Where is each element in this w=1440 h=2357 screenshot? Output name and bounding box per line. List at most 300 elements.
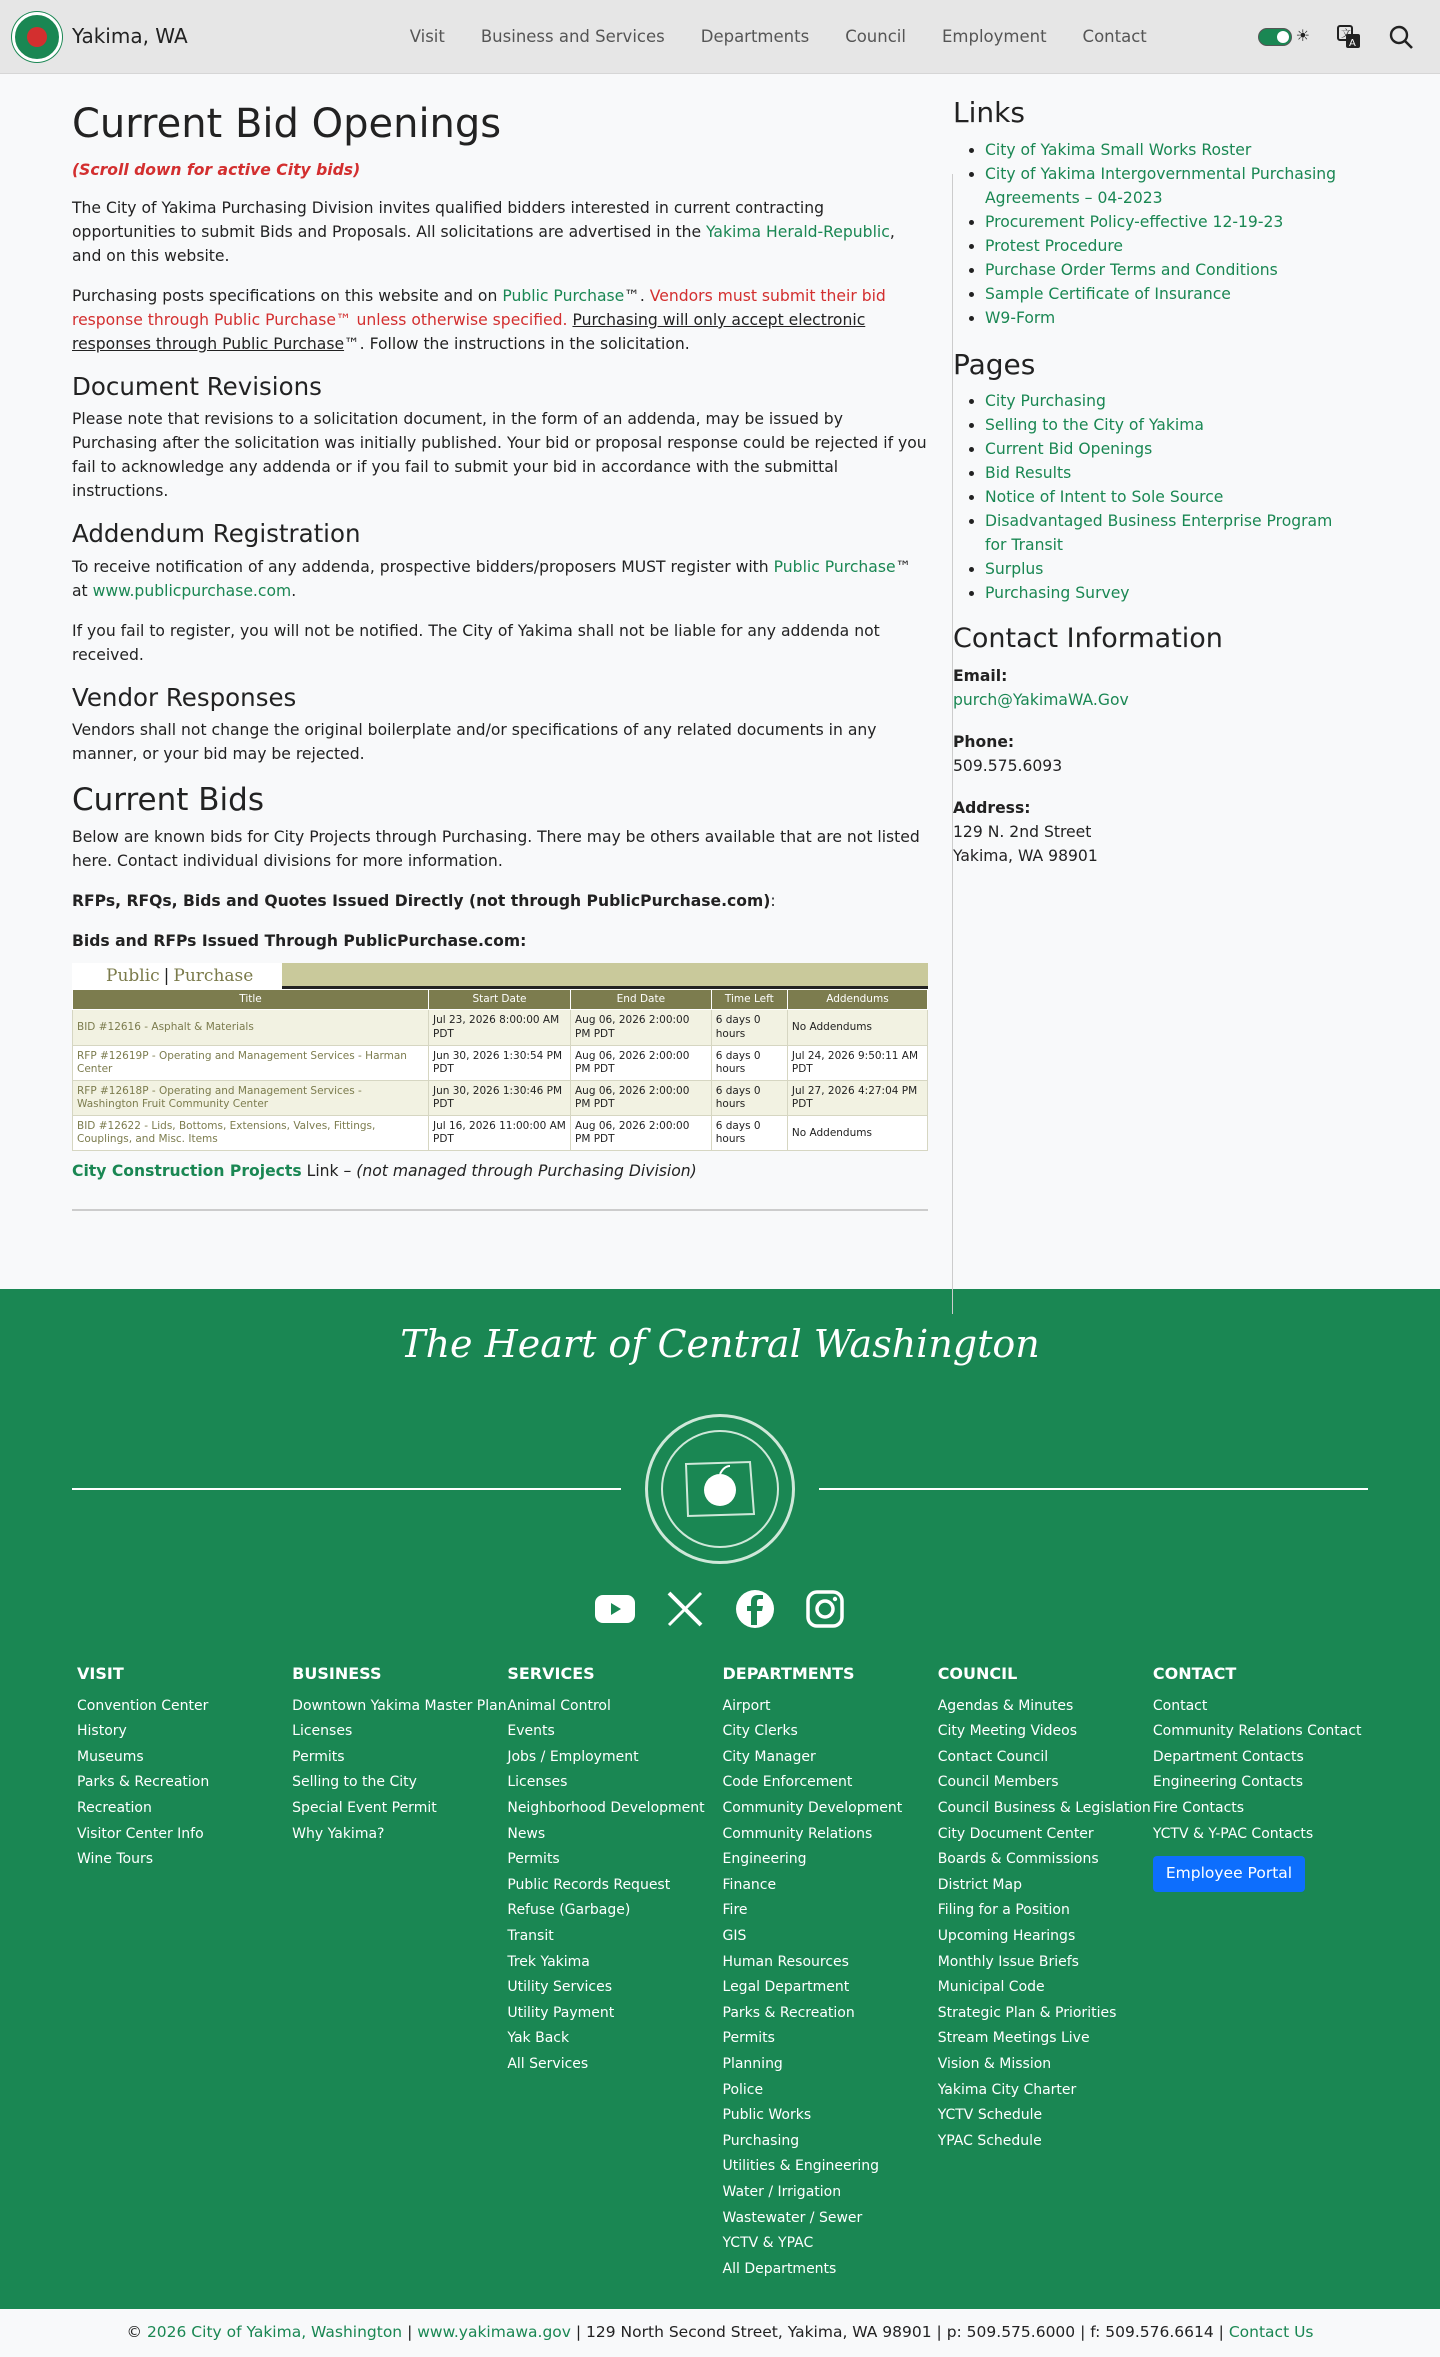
footer-link[interactable]: Community Relations (722, 1825, 873, 1842)
email-label: Email: (953, 666, 1008, 685)
list-item (938, 2106, 1153, 2126)
footer-link[interactable]: Code Enforcement (722, 1774, 853, 1791)
list-item (723, 1825, 938, 1845)
list-item (77, 1773, 292, 1793)
footer-link[interactable]: Selling to the City (292, 1774, 417, 1791)
footer-link[interactable]: Recreation (77, 1800, 152, 1816)
footer-col-business (292, 1662, 507, 2285)
list-item (1153, 1825, 1368, 1845)
sidebar-link-procurement-policy[interactable]: Procurement Policy-effective 12-19-23 (985, 212, 1284, 231)
footer-link[interactable]: City Meeting Videos (937, 1723, 1077, 1740)
copyright-site-link[interactable]: www.yakimawa.gov (417, 2323, 571, 2342)
list-item (723, 2106, 938, 2126)
seal-inner (661, 1430, 779, 1548)
bid-time-left: 6 days 0 hours (711, 1045, 787, 1080)
footer-link[interactable]: YCTV Schedule (937, 2107, 1043, 2124)
footer-link[interactable]: Museums (77, 1748, 144, 1765)
list-item (938, 1697, 1153, 1717)
list-item (507, 1927, 722, 1947)
list-item (985, 162, 1353, 210)
divider-line-right (819, 1488, 1368, 1490)
bid-time-left: 6 days 0 hours (711, 1116, 787, 1151)
list-item (723, 2132, 938, 2152)
pp-end: ™. Follow the instructions in the solicitation. (344, 335, 690, 353)
footer-link[interactable]: All Services (507, 2055, 589, 2072)
list-item (985, 306, 1353, 330)
list-item (1153, 1722, 1368, 1742)
footer-link[interactable]: Utility Services (507, 1979, 613, 1996)
footer-link[interactable]: Downtown Yakima Master Plan (292, 1697, 507, 1714)
pp-logo-word-1: Public (106, 966, 160, 987)
search-icon[interactable] (1388, 24, 1414, 50)
bid-addendums: No Addendums (787, 1010, 927, 1045)
col-time-left: Time Left (711, 990, 787, 1010)
footer-link[interactable]: Monthly Issue Briefs (937, 1953, 1079, 1970)
footer-link[interactable]: Convention Center (77, 1697, 209, 1714)
list-item (723, 1773, 938, 1793)
vendor-responses-text: Vendors shall not change the original boilerplate and/or specifications of any related documents in any manner, or your bid may be rejected. (72, 721, 877, 764)
sidebar-page-selling[interactable]: Selling to the City of Yakima (985, 416, 1204, 435)
bid-time-left: 6 days 0 hours (711, 1080, 787, 1115)
footer-col-departments (723, 1662, 938, 2285)
sidebar-page-current-bids[interactable]: Current Bid Openings (985, 440, 1153, 459)
pp-logo-separator: | (163, 966, 170, 987)
list-item (985, 437, 1353, 461)
list-item (723, 1901, 938, 1921)
footer-link[interactable]: Municipal Code (937, 1979, 1045, 1996)
intro-text: The City of Yakima Purchasing Division invites qualified bidders interested in current contracting opportunities to submit Bids and Proposals. All solicitations are advertised in the (72, 199, 824, 241)
bid-end-date: Aug 06, 2026 2:00:00 PM PDT (570, 1116, 711, 1151)
list-item (938, 1748, 1153, 1768)
footer-link[interactable]: Council Members (937, 1774, 1059, 1791)
footer-link[interactable]: Contact (1152, 1697, 1208, 1714)
addendum-text-a: To receive notification of any addenda, prospective bidders/proposers MUST register with (72, 557, 769, 576)
addendum-public-purchase-link[interactable]: Public Purchase (773, 557, 896, 576)
bid-title-link[interactable]: BID #12622 - Lids, Bottoms, Extensions, Valves, Fittings, Couplings, and Misc. Items (73, 1116, 429, 1151)
list-item (292, 1722, 507, 1742)
footer-link[interactable]: Filing for a Position (937, 1902, 1070, 1919)
sidebar-link-insurance[interactable]: Sample Certificate of Insurance (985, 284, 1231, 303)
copyright-bar (0, 2309, 1440, 2357)
sidebar-page-dbe[interactable]: Disadvantaged Business Enterprise Program for Transit (985, 512, 1333, 555)
col-start-date: Start Date (429, 990, 571, 1010)
translate-icon[interactable] (1336, 24, 1362, 50)
footer-link[interactable]: City Clerks (722, 1723, 798, 1740)
main-nav (410, 24, 1147, 49)
sidebar-link-small-works[interactable]: City of Yakima Small Works Roster (985, 140, 1252, 159)
vendor-responses-heading: Vendor Responses (72, 682, 297, 712)
footer-link[interactable]: Why Yakima? (292, 1825, 385, 1842)
doc-revisions-heading: Document Revisions (72, 372, 322, 401)
public-purchase-link[interactable]: Public Purchase (502, 287, 625, 305)
footer-link[interactable]: Engineering Contacts (1152, 1774, 1304, 1791)
footer-link[interactable]: Utility Payment (507, 2004, 615, 2021)
footer-link[interactable]: Permits (722, 2030, 775, 2047)
list-item (938, 2132, 1153, 2152)
bid-addendums: Jul 24, 2026 9:50:11 AM PDT (787, 1045, 927, 1080)
nav-departments[interactable]: Departments (700, 26, 810, 46)
site-footer (0, 1289, 1440, 2357)
footer-col-visit (77, 1662, 292, 2285)
addendum-warning: If you fail to register, you will not be notified. The City of Yakima shall not be liable for any addenda not received. (72, 621, 880, 664)
bid-time-left: 6 days 0 hours (711, 1010, 787, 1045)
copyright-separator: | (407, 2323, 413, 2342)
footer-link[interactable]: Visitor Center Info (77, 1825, 204, 1842)
list-item (723, 1799, 938, 1819)
footer-col-heading: COUNCIL (937, 1664, 1018, 1683)
pp-banner (72, 963, 928, 989)
contact-email (953, 664, 1353, 712)
list-item (507, 1773, 722, 1793)
list-item (723, 1927, 938, 1947)
electronic-notice: Purchasing will only accept electronic responses through Public Purchase (72, 311, 866, 353)
col-title: Title (73, 990, 429, 1010)
current-bids-heading: Current Bids (72, 782, 264, 819)
sidebar-page-city-purchasing[interactable]: City Purchasing (985, 392, 1106, 411)
list-item (938, 2055, 1153, 2075)
footer-link[interactable]: Upcoming Hearings (937, 1927, 1076, 1944)
svg-text:文: 文 (1341, 28, 1351, 40)
contact-address (953, 796, 1353, 868)
footer-link[interactable]: Water / Irrigation (722, 2183, 842, 2200)
svg-text:A: A (1349, 37, 1356, 49)
list-item (507, 1825, 722, 1845)
contact-heading: Contact Information (953, 623, 1223, 655)
footer-link[interactable]: Fire (722, 1902, 748, 1919)
footer-link[interactable]: YPAC Schedule (937, 2132, 1042, 2149)
sidebar-link-protest[interactable]: Protest Procedure (985, 236, 1123, 255)
nav-council[interactable]: Council (845, 26, 906, 46)
footer-link[interactable]: Animal Control (507, 1697, 611, 1714)
table-row[interactable] (73, 1080, 928, 1115)
footer-link[interactable]: YCTV & Y-PAC Contacts (1152, 1825, 1314, 1842)
addendum-text (72, 555, 928, 603)
addendum-text-c: . (291, 581, 297, 600)
sidebar-page-bid-results[interactable]: Bid Results (985, 464, 1072, 483)
list-item (985, 282, 1353, 306)
list-item (77, 1799, 292, 1819)
pp-tm: ™. (624, 287, 645, 305)
footer-col-heading: SERVICES (507, 1664, 595, 1683)
list-item (507, 2055, 722, 2075)
footer-link-list (507, 1697, 722, 2075)
list-item (985, 210, 1353, 234)
list-item (723, 2029, 938, 2049)
list-item (985, 234, 1353, 258)
theme-toggle-icon[interactable] (1258, 28, 1292, 46)
list-item (723, 1978, 938, 1998)
sidebar-link-po-terms[interactable]: Purchase Order Terms and Conditions (985, 260, 1278, 279)
list-item (77, 1697, 292, 1717)
city-seal-large-icon (645, 1414, 795, 1564)
current-bids-text: Below are known bids for City Projects through Purchasing. There may be others available that are not listed here. Contact individual divisions for more information. (72, 828, 920, 871)
footer-link-list (938, 1697, 1153, 2152)
theme-toggle[interactable] (1258, 24, 1310, 49)
footer-link[interactable]: Council Business & Legislation (937, 1800, 1151, 1816)
intro-text-end: , and on this website. (72, 223, 895, 265)
sun-icon: ☀ (1295, 26, 1310, 46)
footer-link[interactable]: Permits (292, 1748, 345, 1765)
footer-link[interactable]: Airport (722, 1697, 771, 1714)
construction-projects-link[interactable]: City Construction Projects (72, 1162, 302, 1181)
footer-link-list (77, 1697, 292, 1870)
scroll-note: (Scroll down for active City bids) (72, 161, 361, 179)
list-item (938, 1953, 1153, 1973)
public-purchase-widget (72, 963, 928, 1151)
footer-col-heading: BUSINESS (292, 1664, 382, 1683)
footer-link[interactable]: Yakima City Charter (937, 2081, 1077, 2098)
intro-paragraph (72, 196, 928, 268)
col-end-date: End Date (570, 990, 711, 1010)
footer-link[interactable]: Jobs / Employment (507, 1748, 639, 1765)
list-item (507, 1876, 722, 1896)
list-item (507, 1697, 722, 1717)
footer-link[interactable]: Wastewater / Sewer (722, 2209, 863, 2226)
brand[interactable] (12, 12, 188, 62)
footer-link[interactable]: Purchasing (722, 2132, 800, 2149)
bids-table (72, 989, 928, 1151)
list-item (985, 509, 1353, 557)
nav-employment[interactable]: Employment (941, 26, 1047, 46)
publicpurchase-url-link[interactable]: www.publicpurchase.com (92, 581, 292, 600)
footer-link[interactable]: Licenses (507, 1774, 568, 1791)
footer-link[interactable]: History (77, 1723, 127, 1740)
social-links (0, 1588, 1440, 1630)
list-item (1153, 1799, 1368, 1819)
construction-note: – (not managed through Purchasing Division) (343, 1162, 697, 1181)
list-item (292, 1799, 507, 1819)
footer-link[interactable]: Boards & Commissions (937, 1851, 1099, 1868)
footer-link[interactable]: City Manager (722, 1748, 816, 1765)
list-item (723, 1850, 938, 1870)
footer-link[interactable]: Planning (722, 2055, 783, 2072)
footer-link[interactable]: Department Contacts (1152, 1748, 1304, 1765)
list-item (507, 2004, 722, 2024)
footer-link[interactable]: Fire Contacts (1152, 1800, 1245, 1816)
col-addendums: Addendums (787, 990, 927, 1010)
list-item (723, 2209, 938, 2229)
footer-link[interactable]: Parks & Recreation (77, 1774, 210, 1791)
table-row[interactable] (73, 1045, 928, 1080)
list-item (938, 2029, 1153, 2049)
header-tools (1258, 24, 1414, 50)
footer-link[interactable]: Refuse (Garbage) (507, 1902, 631, 1919)
footer-link[interactable]: Finance (722, 1876, 777, 1893)
footer-link[interactable]: District Map (937, 1876, 1022, 1893)
divider-line-left (72, 1488, 621, 1490)
footer-link[interactable]: Special Event Permit (292, 1800, 437, 1816)
list-item (938, 1825, 1153, 1845)
nav-visit[interactable]: Visit (409, 26, 445, 46)
yakima-herald-link[interactable]: Yakima Herald-Republic (706, 223, 890, 241)
list-item (723, 1748, 938, 1768)
footer-link[interactable]: Agendas & Minutes (937, 1697, 1074, 1714)
x-icon[interactable] (664, 1588, 706, 1630)
bid-end-date: Aug 06, 2026 2:00:00 PM PDT (570, 1045, 711, 1080)
list-item (938, 1978, 1153, 1998)
footer-link[interactable]: Permits (507, 1851, 560, 1868)
list-item (292, 1748, 507, 1768)
bid-addendums: Jul 27, 2026 4:27:04 PM PDT (787, 1080, 927, 1115)
list-item (723, 2260, 938, 2280)
list-item (77, 1722, 292, 1742)
list-item (1153, 1773, 1368, 1793)
list-item (723, 2234, 938, 2254)
footer-link-list (723, 1697, 938, 2280)
list-item (723, 2081, 938, 2101)
sidebar (953, 96, 1353, 886)
sidebar-link-w9[interactable]: W9-Form (985, 308, 1056, 327)
apple-washington-icon (680, 1454, 760, 1524)
list-item (507, 1799, 722, 1819)
copyright-symbol: © (126, 2323, 142, 2342)
footer-link[interactable]: GIS (722, 1927, 747, 1944)
footer-link[interactable]: Utilities & Engineering (722, 2158, 880, 2175)
footer-col-heading: CONTACT (1152, 1664, 1237, 1683)
list-item (507, 1901, 722, 1921)
list-item (938, 2081, 1153, 2101)
list-item (938, 1901, 1153, 1921)
list-item (507, 1953, 722, 1973)
footer-link[interactable]: Parks & Recreation (722, 2004, 855, 2021)
page-title: Current Bid Openings (72, 101, 502, 147)
list-item (1153, 1748, 1368, 1768)
list-item (723, 1722, 938, 1742)
footer-link[interactable]: Vision & Mission (937, 2055, 1052, 2072)
footer-tagline: The Heart of Central Washington (400, 1322, 1040, 1367)
sidebar-page-sole-source[interactable]: Notice of Intent to Sole Source (985, 488, 1224, 507)
list-item (507, 2029, 722, 2049)
seal-row (0, 1414, 1440, 1564)
contact-phone (953, 730, 1353, 778)
sidebar-link-intergovernmental[interactable]: City of Yakima Intergovernmental Purchasing Agreements – 04-2023 (985, 164, 1337, 207)
pp-logo (72, 963, 282, 989)
footer-link-list (292, 1697, 507, 1845)
pages-heading: Pages (953, 347, 1036, 381)
footer-col-contact (1153, 1662, 1368, 2285)
copyright-city-link[interactable]: 2026 City of Yakima, Washington (146, 2323, 403, 2342)
list-item (292, 1697, 507, 1717)
addendum-heading: Addendum Registration (72, 519, 361, 549)
rfps-direct-colon: : (770, 892, 776, 911)
bid-addendums: No Addendums (787, 1116, 927, 1151)
list-item (985, 413, 1353, 437)
footer-link[interactable]: Police (722, 2081, 764, 2098)
footer-columns (0, 1662, 1440, 2285)
doc-revisions-text: Please note that revisions to a solicitation document, in the form of an addenda, may be issued by Purchasing after the solicitation was initially published. Your bid or proposal response could be rejected if you fail to acknowledge any addenda or if you fail to submit your bid in accordance with the submittal instructions. (72, 410, 927, 501)
footer-col-services (507, 1662, 722, 2285)
table-row[interactable] (73, 1010, 928, 1045)
address-line-2: Yakima, WA 98901 (953, 846, 1098, 865)
list-item (985, 389, 1353, 413)
addendum-text-b: ™ at (72, 557, 912, 600)
list-item (723, 1876, 938, 1896)
footer-link[interactable]: Trek Yakima (507, 1953, 590, 1970)
bid-start-date: Jul 16, 2026 11:00:00 AM PDT (429, 1116, 571, 1151)
youtube-icon[interactable] (594, 1588, 636, 1630)
links-heading: Links (953, 96, 1025, 129)
footer-link[interactable]: Events (507, 1723, 555, 1740)
instagram-icon[interactable] (804, 1588, 846, 1630)
list-item (723, 2004, 938, 2024)
sidebar-page-survey[interactable]: Purchasing Survey (985, 584, 1130, 603)
footer-link[interactable]: Engineering (722, 1851, 807, 1868)
list-item (985, 138, 1353, 162)
footer-link[interactable]: Transit (507, 1927, 554, 1944)
footer-link[interactable]: Yak Back (507, 2030, 570, 2047)
footer-col-council (938, 1662, 1153, 2285)
list-item (507, 1850, 722, 1870)
bid-title-link[interactable]: BID #12616 - Asphalt & Materials (73, 1010, 429, 1045)
footer-link[interactable]: Neighborhood Development (507, 1800, 705, 1816)
copyright-contact-link[interactable]: Contact Us (1228, 2323, 1314, 2342)
nav-business-services[interactable]: Business and Services (480, 26, 665, 46)
list-item (507, 1722, 722, 1742)
pages-list (953, 389, 1353, 605)
footer-link[interactable]: Human Resources (722, 1953, 849, 1970)
footer-link[interactable]: Public Records Request (507, 1876, 671, 1893)
footer-link[interactable]: Wine Tours (77, 1851, 154, 1868)
sidebar-page-surplus[interactable]: Surplus (985, 560, 1044, 579)
list-item (292, 1773, 507, 1793)
footer-col-heading: VISIT (77, 1664, 124, 1683)
list-item (938, 2004, 1153, 2024)
bid-start-date: Jun 30, 2026 1:30:46 PM PDT (429, 1080, 571, 1115)
list-item (938, 1876, 1153, 1896)
nav-contact[interactable]: Contact (1082, 26, 1147, 46)
address-line-1: 129 N. 2nd Street (953, 822, 1092, 841)
list-item (1153, 1697, 1368, 1717)
footer-link[interactable]: Licenses (292, 1723, 353, 1740)
city-seal-icon[interactable] (12, 12, 62, 62)
bid-end-date: Aug 06, 2026 2:00:00 PM PDT (570, 1010, 711, 1045)
footer-link-list (1153, 1697, 1368, 1845)
footer-link[interactable]: Stream Meetings Live (937, 2030, 1090, 2047)
employee-portal-button[interactable]: Employee Portal (1153, 1856, 1305, 1892)
email-link[interactable]: purch@YakimaWA.Gov (953, 690, 1129, 709)
content-column (72, 100, 928, 1229)
site-name[interactable]: Yakima, WA (72, 24, 188, 49)
list-item (985, 485, 1353, 509)
site-header (0, 0, 1440, 74)
pp-logo-word-2: Purchase (173, 966, 254, 987)
list-item (77, 1748, 292, 1768)
footer-link[interactable]: Strategic Plan & Priorities (937, 2004, 1117, 2021)
table-row[interactable] (73, 1116, 928, 1151)
links-list (953, 138, 1353, 330)
footer-link[interactable]: Contact Council (937, 1748, 1049, 1765)
footer-link[interactable]: News (507, 1825, 546, 1842)
footer-link[interactable]: Public Works (722, 2107, 812, 2124)
list-item (938, 1722, 1153, 1742)
construction-projects (72, 1159, 928, 1211)
footer-link[interactable]: All Departments (722, 2260, 837, 2277)
footer-link[interactable]: YCTV & YPAC (722, 2235, 814, 2252)
list-item (723, 2055, 938, 2075)
facebook-icon[interactable] (734, 1588, 776, 1630)
list-item (938, 1773, 1153, 1793)
footer-link[interactable]: Legal Department (722, 1979, 850, 1996)
bids-table-header (73, 990, 928, 1010)
pp-text: Purchasing posts specifications on this website and on (72, 287, 498, 305)
footer-link[interactable]: Community Relations Contact (1152, 1723, 1362, 1740)
bid-title-link[interactable]: RFP #12618P - Operating and Management Services - Washington Fruit Community Center (73, 1080, 429, 1115)
footer-link[interactable]: City Document Center (937, 1825, 1094, 1842)
public-purchase-paragraph (72, 284, 928, 356)
bid-title-link[interactable]: RFP #12619P - Operating and Management Services - Harman Center (73, 1045, 429, 1080)
footer-link[interactable]: Community Development (722, 1800, 903, 1816)
rfps-direct-text: RFPs, RFQs, Bids and Quotes Issued Directly (not through PublicPurchase.com) (72, 892, 771, 911)
